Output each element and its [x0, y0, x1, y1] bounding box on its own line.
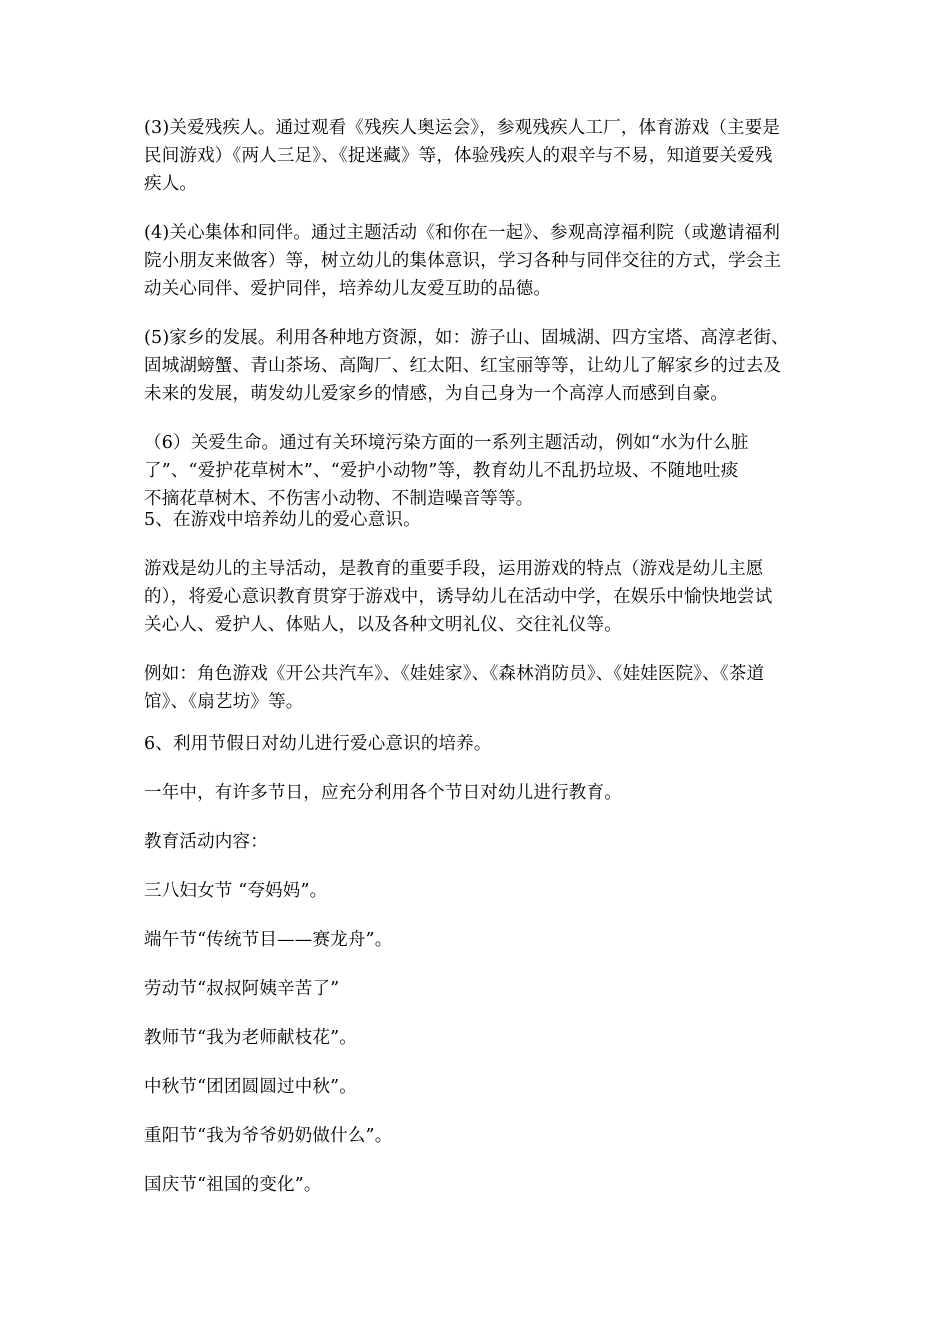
- text-line: 不摘花草树木、不伤害小动物、不制造噪音等等。: [144, 489, 534, 509]
- holiday-national-day: 国庆节“祖国的变化”。: [144, 1175, 322, 1195]
- text-line: 了”、“爱护花草树木”、“爱护小动物”等，教育幼儿不乱扔垃圾、不随地吐痰: [144, 461, 739, 481]
- text-line: 固城湖螃蟹、青山茶场、高陶厂、红太阳、红宝丽等等，让幼儿了解家乡的过去及: [144, 356, 782, 376]
- paragraph-care-life: [144, 429, 809, 513]
- text-line: 疾人。: [144, 174, 198, 194]
- holiday-teachers-day: 教师节“我为老师献枝花”。: [144, 1028, 357, 1048]
- label-activity-content: 教育活动内容：: [144, 832, 268, 852]
- holiday-labor-day: 劳动节“叔叔阿姨辛苦了”: [144, 979, 340, 999]
- text-line: 例如：角色游戏《开公共汽车》、《娃娃家》、《森林消防员》、《娃娃医院》、《茶道: [144, 664, 765, 684]
- holiday-womens-day: 三八妇女节 “夸妈妈”。: [144, 881, 328, 901]
- paragraph-holidays-intro: 一年中，有许多节日，应充分利用各个节日对幼儿进行教育。: [144, 783, 622, 803]
- text-line: 动关心同伴、爱护同伴，培养幼儿友爱互助的品德。: [144, 279, 552, 299]
- paragraph-games-description: [144, 555, 809, 639]
- paragraph-games-example: [144, 660, 809, 716]
- text-line: 民间游戏）《两人三足》、《捉迷藏》等，体验残疾人的艰辛与不易，知道要关爱残: [144, 146, 773, 166]
- text-line: 未来的发展，萌发幼儿爱家乡的情感，为自己身为一个高淳人而感到自豪。: [144, 384, 729, 404]
- text-line: 的），将爱心意识教育贯穿于游戏中，诱导幼儿在活动中学，在娱乐中愉快地尝试: [144, 587, 773, 607]
- holiday-double-ninth: 重阳节“我为爷爷奶奶做什么”。: [144, 1126, 393, 1146]
- text-line: （6）关爱生命。通过有关环境污染方面的一系列主题活动，例如“水为什么脏: [144, 433, 749, 453]
- holiday-dragon-boat: 端午节“传统节目——赛龙舟”。: [144, 930, 393, 950]
- text-line: 关心人、爱护人、体贴人，以及各种文明礼仪、交往礼仪等。: [144, 615, 622, 635]
- text-line: (4)关心集体和同伴。通过主题活动《和你在一起》、参观高淳福利院（或邀请福利: [144, 223, 781, 243]
- heading-holidays: 6、利用节假日对幼儿进行爱心意识的培养。: [144, 734, 492, 754]
- text-line: 游戏是幼儿的主导活动，是教育的重要手段，运用游戏的特点（游戏是幼儿主愿: [144, 559, 764, 579]
- paragraph-hometown-development: [144, 324, 809, 408]
- heading-games: 5、在游戏中培养幼儿的爱心意识。: [144, 510, 421, 530]
- paragraph-care-collective: [144, 219, 809, 303]
- holiday-mid-autumn: 中秋节“团团圆圆过中秋”。: [144, 1077, 357, 1097]
- paragraph-care-disabled: [144, 114, 809, 198]
- text-line: (5)家乡的发展。利用各种地方资源，如：游子山、固城湖、四方宝塔、高淳老街、: [144, 328, 789, 348]
- text-line: 院小朋友来做客）等，树立幼儿的集体意识，学习各种与同伴交往的方式，学会主: [144, 251, 782, 271]
- text-line: (3)关爱残疾人。通过观看《残疾人奥运会》，参观残疾人工厂，体育游戏（主要是: [144, 118, 781, 138]
- text-line: 馆》、《扇艺坊》等。: [144, 692, 304, 712]
